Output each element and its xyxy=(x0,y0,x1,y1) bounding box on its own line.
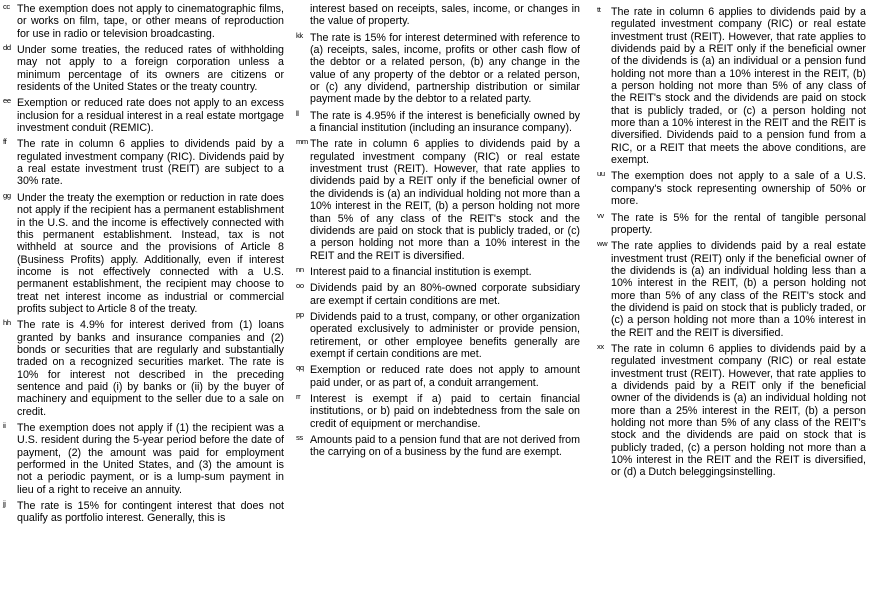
footnote-ee xyxy=(3,97,284,134)
footnote-text: The rate is 4.95% if the interest is beneficially owned by a financial institution (including an insurance company). xyxy=(310,109,580,135)
footnote-hh xyxy=(3,319,284,418)
footnote-column-1 xyxy=(3,3,284,591)
footnote-column-2 xyxy=(296,3,580,591)
footnote-text: The exemption does not apply to a sale of a U.S. company's stock representing ownership of 50% or more. xyxy=(611,170,866,208)
footnote-marker: pp xyxy=(296,309,304,319)
footnote-marker: xx xyxy=(597,341,604,351)
footnote-marker: qq xyxy=(296,363,304,373)
footnote-mm xyxy=(296,138,580,261)
footnote-marker: cc xyxy=(3,2,10,11)
footnote-marker: ff xyxy=(3,137,7,147)
footnote-cc xyxy=(3,3,284,40)
footnote-text: interest based on receipts, sales, income, or changes in the value of property. xyxy=(310,3,580,28)
footnote-text: The rate is 15% for contingent interest that does not qualify as portfolio interest. Generally, this is xyxy=(17,500,284,525)
footnote-rr xyxy=(296,393,580,430)
footnote-gg xyxy=(3,192,284,315)
footnote-marker: vv xyxy=(597,210,604,220)
footnote-marker: ss xyxy=(296,433,303,442)
footnote-marker: hh xyxy=(3,318,11,328)
footnote-text: The rate in column 6 applies to dividends paid by a regulated investment company (RIC) or real estate investment trust (REIT). However, that rate applies to a dividends paid by a REIT only if the beneficial owner of the dividends is (a) an individual holding not more than a 25% interest in the REIT, (b) a person holding not more than 5% of any class of the REIT's stock and the dividends are paid on stock that is publicly traded, (c) a person holding not more than a 10% interest in the REIT and the REIT is diversified, or (d) a Dutch beleggingsinstelling. xyxy=(611,342,866,479)
footnote-oo xyxy=(296,282,580,307)
footnote-ff xyxy=(3,138,284,187)
footnote-text: Interest is exempt if a) paid to certain financial institutions, or b) paid on indebtedness from the sale on credit of equipment or merchandise. xyxy=(310,392,580,430)
footnote-text: The rate in column 6 applies to dividends paid by a regulated investment company (RIC) or real estate investment trust (REIT). However, that rate applies to dividends paid by a REIT only if the beneficial owner of the dividends is (a) an individual or a pension fund holding not more than a 10% interest in the REIT, (b) a person holding not more than 5% of any class of the REIT's stock and the dividends are paid on stock that is publicly traded, or (c) a person holding not more than a 10% interest in the REIT and the REIT is diversified. Dividends paid to a pension fund from a RIC, or a REIT that meets the above conditions, are exempt. xyxy=(611,6,866,167)
footnote-text: Dividends paid by an 80%-owned corporate subsidiary are exempt if certain conditions are met. xyxy=(310,282,580,307)
footnote-ii xyxy=(3,422,284,496)
footnote-jj xyxy=(3,500,284,525)
footnote-text: Exemption or reduced rate does not apply to an excess inclusion for a residual interest in a real estate mortgage investment conduit (REMIC). xyxy=(17,97,284,135)
footnote-column-3 xyxy=(597,3,866,591)
footnote-text: Under the treaty the exemption or reduction in rate does not apply if the recipient has a permanent establishment in the U.S. and the income is effectively connected with this permanent establishment. Instead, tax is not withheld at source and the provisions of Article 8 (Business Profits) apply. Additionally, even if interest income is not effectively connected with a U.S. permanent establishment, the recipient may choose to treat net interest income as industrial or commercial profits subject to Article 8 of the treaty. xyxy=(17,191,284,315)
footnote-text: The exemption does not apply to cinematographic films, or works on film, tape, or other means of reproduction for use in radio or television broadcasting. xyxy=(17,3,284,40)
footnote-text: The rate in column 6 applies to dividends paid by a regulated investment company (RIC) or real estate investment trust (REIT). However, that rate applies to dividends paid by a REIT only if the beneficial owner of the dividends is (a) an individual holding not more than a 10% interest in the REIT, (b) a person holding not more than 5% of any class of the REIT's stock and the dividends are paid on stock that is publicly traded, or (c) a person holding not more than a 10% interest in the REIT and the REIT is diversified. xyxy=(310,138,580,262)
footnote-continuation xyxy=(296,3,580,28)
footnote-marker: ii xyxy=(3,421,6,430)
footnote-marker: nn xyxy=(296,264,304,274)
footnote-text: Under some treaties, the reduced rates of withholding may not apply to a foreign corporation unless a minimum percentage of its owners are citizens or residents of the United States or the treaty country. xyxy=(17,44,284,94)
footnote-ww xyxy=(597,240,866,339)
footnote-marker: dd xyxy=(3,43,11,53)
footnote-pp xyxy=(296,311,580,360)
footnote-uu xyxy=(597,170,866,207)
footnote-marker: tt xyxy=(597,5,601,14)
footnote-marker: jj xyxy=(3,499,6,509)
footnote-text: Exemption or reduced rate does not apply to amount paid under, or as part of, a conduit arrangement. xyxy=(310,364,580,389)
footnote-marker: gg xyxy=(3,190,11,200)
footnote-xx xyxy=(597,343,866,479)
footnote-text: The rate is 4.9% for interest derived from (1) loans granted by banks and insurance companies and (2) bonds or securities that are regularly and substantially traded on a recognized securities market. The rate is 10% for interest not described in the preceding sentence and paid (i) by banks or (ii) by the buyer of machinery and equipment to the seller due to a sale on credit. xyxy=(17,319,284,418)
footnote-dd xyxy=(3,44,284,93)
footnote-kk xyxy=(296,32,580,106)
footnote-nn xyxy=(296,266,580,278)
footnote-marker: ll xyxy=(296,108,299,118)
footnote-ss xyxy=(296,434,580,459)
footnote-marker: ww xyxy=(597,239,608,249)
footnote-text: The rate is 5% for the rental of tangible personal property. xyxy=(611,211,866,236)
footnote-marker: rr xyxy=(296,391,301,401)
footnote-marker: ee xyxy=(3,96,11,106)
footnote-text: Dividends paid to a trust, company, or other organization operated exclusively to administer or provide pension, retirement, or other employee benefits generally are exempt if certain conditions are met. xyxy=(310,310,580,360)
footnote-text: Amounts paid to a pension fund that are not derived from the carrying on of a business by the fund are exempt. xyxy=(310,434,580,459)
footnote-text: The rate applies to dividends paid by a real estate investment trust (REIT) only if the beneficial owner of the dividends is (a) an individual holding less than a 10% interest in the REIT, (b) a person holding not more than 5% of any class of the REIT's stock and the dividend is paid on stock that is publicly traded, or (c) a person holding not more than a 10% interest in the REIT and the REIT is diversified. xyxy=(611,240,866,339)
footnote-tt xyxy=(597,6,866,166)
footnote-vv xyxy=(597,212,866,237)
footnote-text: The rate in column 6 applies to dividends paid by a regulated investment company (RIC). Dividends paid by a real estate investment trust (REIT) are subject to a 30% rate. xyxy=(17,138,284,188)
footnote-marker: uu xyxy=(597,169,605,179)
footnote-marker: oo xyxy=(296,281,304,291)
footnote-text: The exemption does not apply if (1) the recipient was a U.S. resident during the 5-year period before the date of payment, (2) the amount was paid for employment performed in the United States, and (3) the amount is not a periodic payment, or is a lump-sum payment in lieu of a right to receive an annuity. xyxy=(17,422,284,496)
footnote-text: The rate is 15% for interest determined with reference to (a) receipts, sales, income, profits or other cash flow of the debtor or a related person, (b) any change in the value of any property of the debtor or a related person, or (c) any dividend, partnership distribution or similar payment made by the debtor to a related party. xyxy=(310,31,580,106)
footnote-ll xyxy=(296,110,580,135)
footnote-marker: kk xyxy=(296,30,303,40)
footnote-text: Interest paid to a financial institution is exempt. xyxy=(310,265,532,278)
footnote-qq xyxy=(296,364,580,389)
footnote-marker: mm xyxy=(296,137,308,147)
